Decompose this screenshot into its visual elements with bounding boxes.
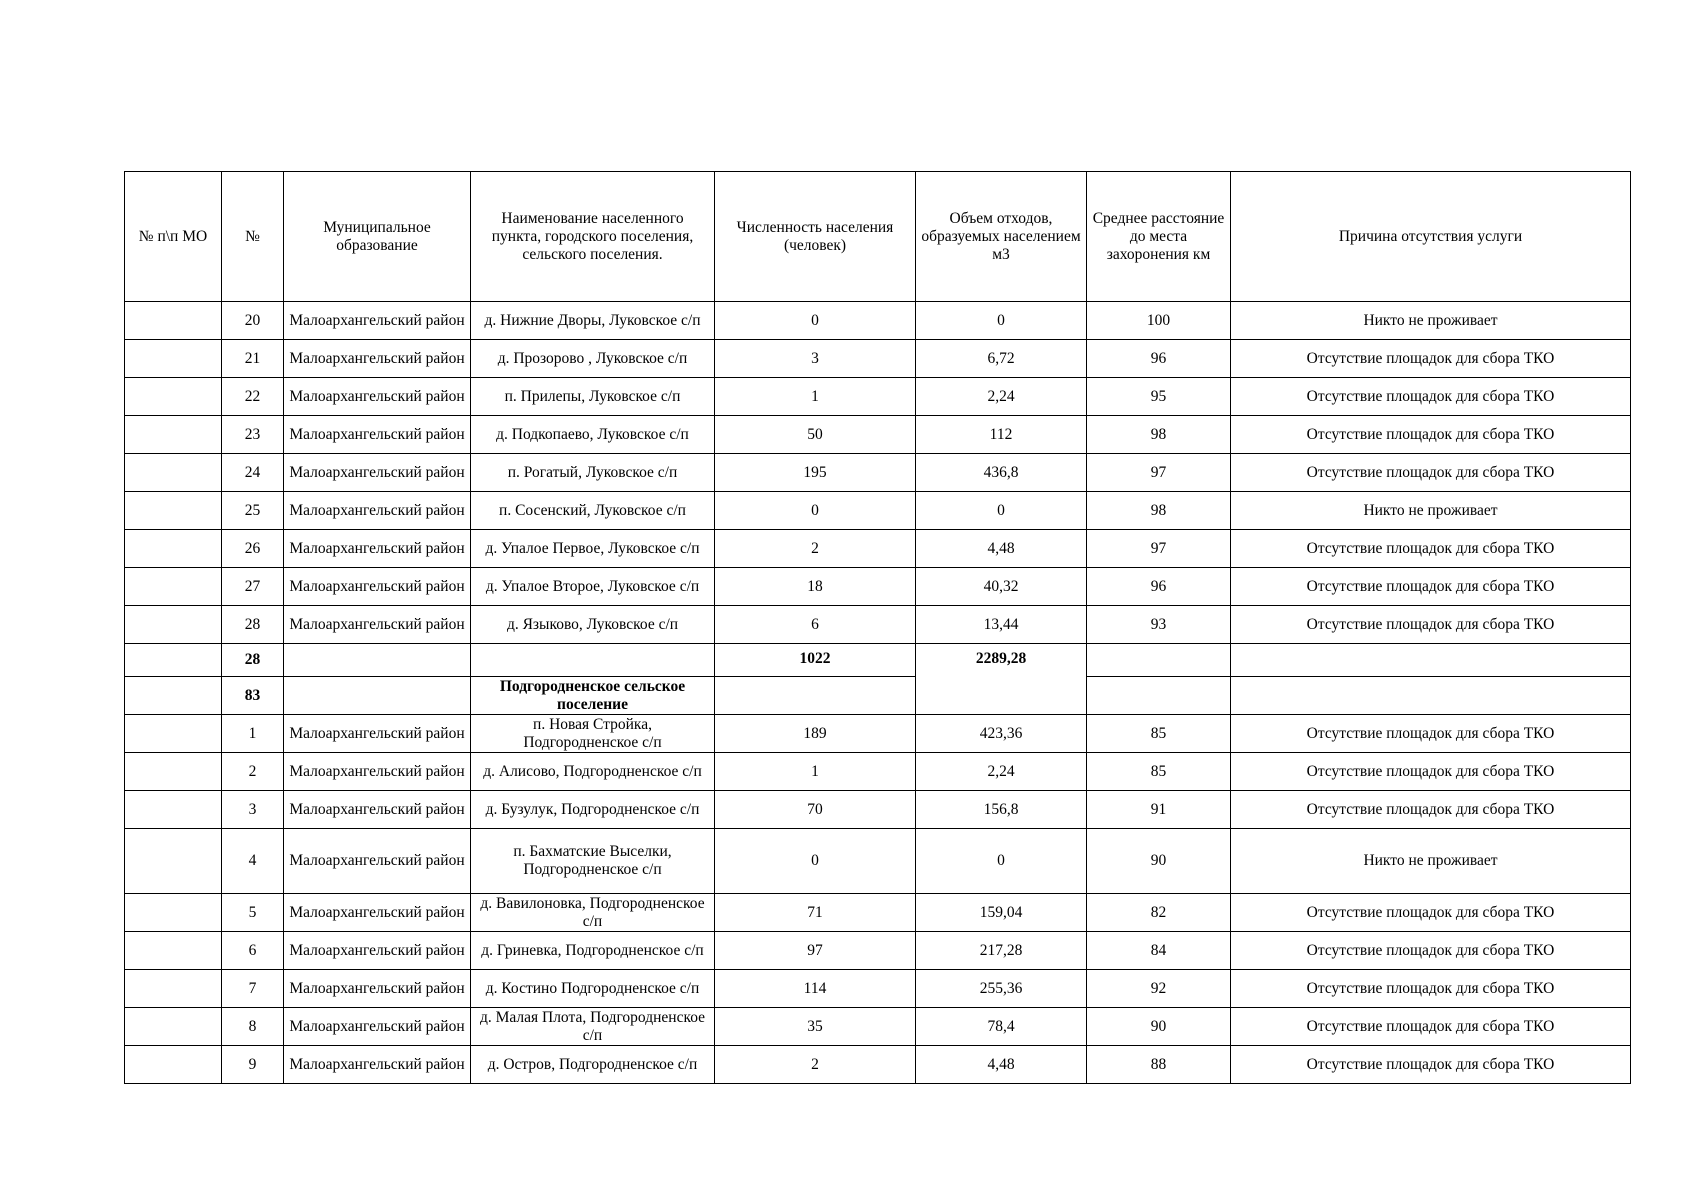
distance-cell: 85 — [1087, 715, 1231, 753]
row-number: 1 — [222, 715, 284, 753]
district-cell: Малоархангельский район — [284, 1008, 471, 1046]
district-cell: Малоархангельский район — [284, 378, 471, 416]
reason-cell: Отсутствие площадок для сбора ТКО — [1231, 378, 1631, 416]
reason-cell: Отсутствие площадок для сбора ТКО — [1231, 606, 1631, 644]
mo-cell — [125, 606, 222, 644]
row-number: 26 — [222, 530, 284, 568]
distance-cell: 98 — [1087, 416, 1231, 454]
section-district-cell — [284, 677, 471, 715]
total-district-cell — [284, 644, 471, 677]
population-cell: 50 — [715, 416, 916, 454]
volume-cell: 0 — [916, 492, 1087, 530]
reason-cell: Отсутствие площадок для сбора ТКО — [1231, 715, 1631, 753]
settlement-cell: д. Малая Плота, Подгородненское с/п — [471, 1008, 715, 1046]
table-body-summary — [125, 644, 1631, 715]
district-cell: Малоархангельский район — [284, 530, 471, 568]
settlement-cell: д. Нижние Дворы, Луковское с/п — [471, 302, 715, 340]
table-row — [125, 416, 1631, 454]
mo-cell — [125, 932, 222, 970]
row-number: 4 — [222, 829, 284, 894]
settlement-cell: д. Костино Подгородненское с/п — [471, 970, 715, 1008]
row-number: 25 — [222, 492, 284, 530]
reason-cell: Отсутствие площадок для сбора ТКО — [1231, 530, 1631, 568]
header-settlement-name: Наименование населенного пункта, городского поселения, сельского поселения. — [471, 172, 715, 302]
population-cell: 0 — [715, 829, 916, 894]
reason-cell: Отсутствие площадок для сбора ТКО — [1231, 1046, 1631, 1084]
district-cell: Малоархангельский район — [284, 894, 471, 932]
distance-cell: 97 — [1087, 454, 1231, 492]
distance-cell: 98 — [1087, 492, 1231, 530]
table-row — [125, 530, 1631, 568]
mo-cell — [125, 416, 222, 454]
section-population-cell — [715, 677, 916, 715]
table-row — [125, 791, 1631, 829]
table-header — [125, 172, 1631, 302]
settlement-cell: п. Бахматские Выселки, Подгородненское с/п — [471, 829, 715, 894]
header-distance: Среднее расстояние до места захоронения км — [1087, 172, 1231, 302]
table-row — [125, 970, 1631, 1008]
row-number: 7 — [222, 970, 284, 1008]
distance-cell: 90 — [1087, 829, 1231, 894]
settlement-cell: д. Гриневка, Подгородненское с/п — [471, 932, 715, 970]
reason-cell: Никто не проживает — [1231, 829, 1631, 894]
mo-cell — [125, 829, 222, 894]
mo-cell — [125, 715, 222, 753]
volume-cell: 436,8 — [916, 454, 1087, 492]
mo-cell — [125, 753, 222, 791]
volume-cell: 4,48 — [916, 530, 1087, 568]
mo-cell — [125, 894, 222, 932]
row-number: 2 — [222, 753, 284, 791]
mo-cell — [125, 970, 222, 1008]
section-number: 83 — [222, 677, 284, 715]
settlement-cell: п. Сосенский, Луковское с/п — [471, 492, 715, 530]
volume-cell: 255,36 — [916, 970, 1087, 1008]
population-cell: 114 — [715, 970, 916, 1008]
population-cell: 1 — [715, 753, 916, 791]
distance-cell: 88 — [1087, 1046, 1231, 1084]
population-cell: 1 — [715, 378, 916, 416]
population-cell: 18 — [715, 568, 916, 606]
reason-cell: Отсутствие площадок для сбора ТКО — [1231, 791, 1631, 829]
table-row — [125, 378, 1631, 416]
settlement-cell: п. Рогатый, Луковское с/п — [471, 454, 715, 492]
population-cell: 70 — [715, 791, 916, 829]
volume-cell: 159,04 — [916, 894, 1087, 932]
district-cell: Малоархангельский район — [284, 932, 471, 970]
table-row — [125, 715, 1631, 753]
volume-cell: 4,48 — [916, 1046, 1087, 1084]
total-place-cell — [471, 644, 715, 677]
district-cell: Малоархангельский район — [284, 829, 471, 894]
mo-cell — [125, 340, 222, 378]
row-number: 9 — [222, 1046, 284, 1084]
settlement-cell: д. Вавилоновка, Подгородненское с/п — [471, 894, 715, 932]
header-reason: Причина отсутствия услуги — [1231, 172, 1631, 302]
district-cell: Малоархангельский район — [284, 715, 471, 753]
district-cell: Малоархангельский район — [284, 1046, 471, 1084]
district-cell: Малоархангельский район — [284, 568, 471, 606]
district-cell: Малоархангельский район — [284, 416, 471, 454]
settlement-cell: д. Языково, Луковское с/п — [471, 606, 715, 644]
table-row — [125, 302, 1631, 340]
section-reason-cell — [1231, 677, 1631, 715]
mo-cell — [125, 454, 222, 492]
distance-cell: 97 — [1087, 530, 1231, 568]
population-cell: 2 — [715, 530, 916, 568]
table-row — [125, 932, 1631, 970]
mo-cell — [125, 568, 222, 606]
reason-cell: Никто не проживает — [1231, 492, 1631, 530]
reason-cell: Отсутствие площадок для сбора ТКО — [1231, 454, 1631, 492]
mo-cell — [125, 1008, 222, 1046]
table-row — [125, 1008, 1631, 1046]
row-number: 22 — [222, 378, 284, 416]
row-number: 24 — [222, 454, 284, 492]
reason-cell: Отсутствие площадок для сбора ТКО — [1231, 932, 1631, 970]
header-number: № — [222, 172, 284, 302]
district-cell: Малоархангельский район — [284, 606, 471, 644]
population-cell: 35 — [715, 1008, 916, 1046]
table-row — [125, 753, 1631, 791]
total-reason-cell — [1231, 644, 1631, 677]
reason-cell: Отсутствие площадок для сбора ТКО — [1231, 416, 1631, 454]
reason-cell: Никто не проживает — [1231, 302, 1631, 340]
mo-cell — [125, 1046, 222, 1084]
volume-cell: 40,32 — [916, 568, 1087, 606]
table-row — [125, 568, 1631, 606]
table-row — [125, 1046, 1631, 1084]
district-cell: Малоархангельский район — [284, 791, 471, 829]
settlement-cell: д. Подкопаево, Луковское с/п — [471, 416, 715, 454]
table-body-podgor — [125, 715, 1631, 1084]
distance-cell: 95 — [1087, 378, 1231, 416]
district-cell: Малоархангельский район — [284, 340, 471, 378]
distance-cell: 90 — [1087, 1008, 1231, 1046]
table-row — [125, 829, 1631, 894]
section-mo-cell — [125, 677, 222, 715]
total-distance-cell — [1087, 644, 1231, 677]
table-row — [125, 492, 1631, 530]
population-cell: 6 — [715, 606, 916, 644]
reason-cell: Отсутствие площадок для сбора ТКО — [1231, 568, 1631, 606]
table-row — [125, 606, 1631, 644]
population-cell: 2 — [715, 1046, 916, 1084]
table-body-luk — [125, 302, 1631, 644]
volume-cell: 423,36 — [916, 715, 1087, 753]
total-number: 28 — [222, 644, 284, 677]
settlement-cell: п. Прилепы, Луковское с/п — [471, 378, 715, 416]
row-number: 27 — [222, 568, 284, 606]
population-cell: 195 — [715, 454, 916, 492]
volume-cell: 6,72 — [916, 340, 1087, 378]
row-number: 5 — [222, 894, 284, 932]
distance-cell: 91 — [1087, 791, 1231, 829]
header-municipality: Муниципальное образование — [284, 172, 471, 302]
section-row — [125, 677, 1631, 715]
distance-cell: 82 — [1087, 894, 1231, 932]
mo-cell — [125, 492, 222, 530]
mo-cell — [125, 530, 222, 568]
volume-cell: 156,8 — [916, 791, 1087, 829]
volume-cell: 78,4 — [916, 1008, 1087, 1046]
distance-cell: 84 — [1087, 932, 1231, 970]
volume-cell: 112 — [916, 416, 1087, 454]
settlement-cell: п. Новая Стройка, Подгородненское с/п — [471, 715, 715, 753]
population-cell: 0 — [715, 492, 916, 530]
row-number: 8 — [222, 1008, 284, 1046]
volume-cell: 217,28 — [916, 932, 1087, 970]
settlement-cell: д. Упалое Первое, Луковское с/п — [471, 530, 715, 568]
mo-cell — [125, 378, 222, 416]
population-cell: 0 — [715, 302, 916, 340]
district-cell: Малоархангельский район — [284, 492, 471, 530]
table-row — [125, 894, 1631, 932]
mo-cell — [125, 302, 222, 340]
mo-cell — [125, 791, 222, 829]
volume-cell: 0 — [916, 302, 1087, 340]
population-cell: 189 — [715, 715, 916, 753]
settlement-cell: д. Прозорово , Луковское с/п — [471, 340, 715, 378]
distance-cell: 92 — [1087, 970, 1231, 1008]
district-cell: Малоархангельский район — [284, 753, 471, 791]
distance-cell: 85 — [1087, 753, 1231, 791]
volume-cell: 13,44 — [916, 606, 1087, 644]
table-row — [125, 340, 1631, 378]
district-cell: Малоархангельский район — [284, 302, 471, 340]
reason-cell: Отсутствие площадок для сбора ТКО — [1231, 1008, 1631, 1046]
distance-cell: 96 — [1087, 568, 1231, 606]
row-number: 3 — [222, 791, 284, 829]
population-cell: 71 — [715, 894, 916, 932]
row-number: 23 — [222, 416, 284, 454]
distance-cell: 96 — [1087, 340, 1231, 378]
district-cell: Малоархангельский район — [284, 970, 471, 1008]
population-cell: 3 — [715, 340, 916, 378]
district-cell: Малоархангельский район — [284, 454, 471, 492]
row-number: 21 — [222, 340, 284, 378]
settlement-cell: д. Алисово, Подгородненское с/п — [471, 753, 715, 791]
total-population: 1022 — [715, 644, 916, 677]
header-row — [125, 172, 1631, 302]
header-mo-number: № п\п МО — [125, 172, 222, 302]
waste-service-table — [124, 171, 1631, 1084]
reason-cell: Отсутствие площадок для сбора ТКО — [1231, 970, 1631, 1008]
header-population: Численность населения (человек) — [715, 172, 916, 302]
reason-cell: Отсутствие площадок для сбора ТКО — [1231, 894, 1631, 932]
volume-cell: 2,24 — [916, 378, 1087, 416]
reason-cell: Отсутствие площадок для сбора ТКО — [1231, 753, 1631, 791]
row-number: 20 — [222, 302, 284, 340]
table-row — [125, 454, 1631, 492]
row-number: 6 — [222, 932, 284, 970]
row-number: 28 — [222, 606, 284, 644]
settlement-cell: д. Упалое Второе, Луковское с/п — [471, 568, 715, 606]
settlement-cell: д. Остров, Подгородненское с/п — [471, 1046, 715, 1084]
section-title: Подгородненское сельское поселение — [471, 677, 715, 715]
reason-cell: Отсутствие площадок для сбора ТКО — [1231, 340, 1631, 378]
volume-cell: 0 — [916, 829, 1087, 894]
total-row — [125, 644, 1631, 677]
section-distance-cell — [1087, 677, 1231, 715]
header-waste-volume: Объем отходов, образуемых населением м3 — [916, 172, 1087, 302]
volume-cell: 2,24 — [916, 753, 1087, 791]
population-cell: 97 — [715, 932, 916, 970]
settlement-cell: д. Бузулук, Подгородненское с/п — [471, 791, 715, 829]
distance-cell: 93 — [1087, 606, 1231, 644]
total-volume: 2289,28 — [916, 644, 1087, 715]
distance-cell: 100 — [1087, 302, 1231, 340]
total-mo-cell — [125, 644, 222, 677]
